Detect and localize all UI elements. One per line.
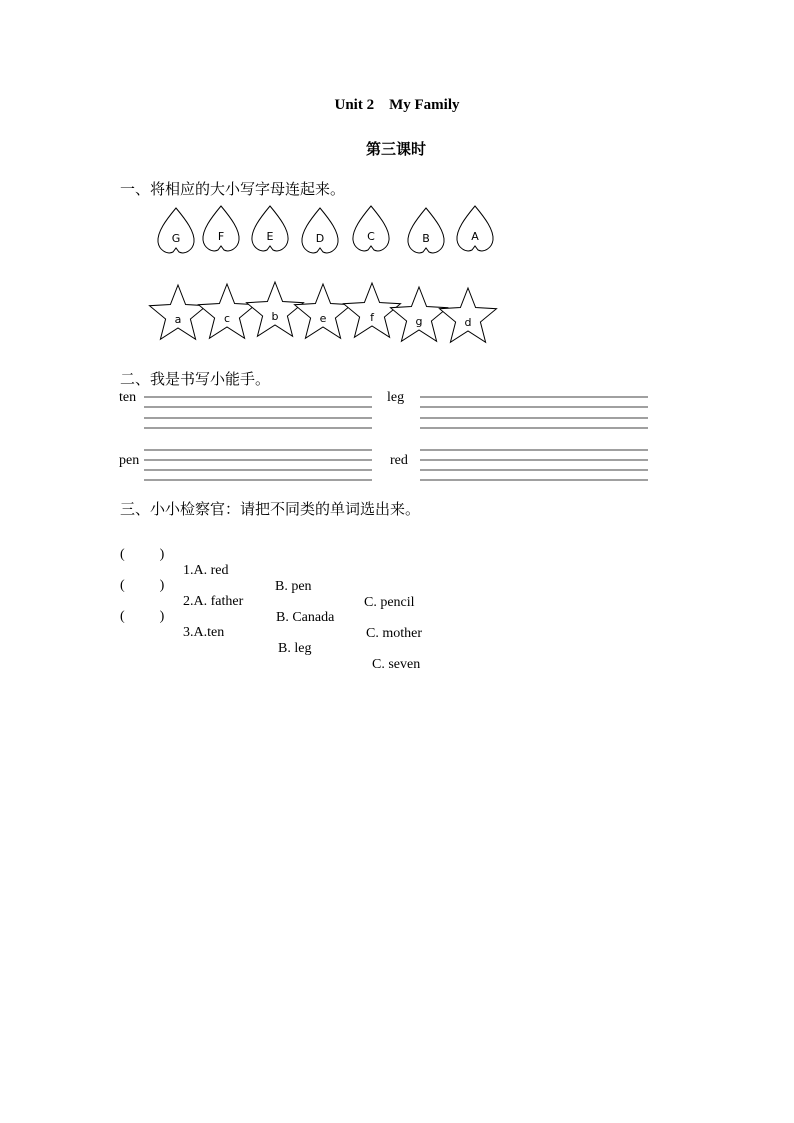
uppercase-letter: G xyxy=(171,232,181,245)
uppercase-letter: C xyxy=(367,230,375,243)
option-c: C. seven xyxy=(372,657,421,672)
option-a: 1.A. red xyxy=(183,563,229,578)
page-title: Unit 2 My Family xyxy=(334,97,460,113)
answer-bracket[interactable]: ( ) xyxy=(120,609,165,624)
lowercase-letter: d xyxy=(464,316,472,329)
handwriting-lines xyxy=(0,0,794,500)
word-ten: ten xyxy=(119,390,137,405)
uppercase-letter: D xyxy=(315,232,325,245)
option-b: B. pen xyxy=(275,579,312,594)
lowercase-letter: g xyxy=(415,315,423,328)
uppercase-letter: E xyxy=(266,230,274,243)
uppercase-letter: B xyxy=(422,232,430,245)
option-b: B. Canada xyxy=(276,610,335,625)
option-a: 2.A. father xyxy=(183,594,244,609)
lowercase-letter: c xyxy=(223,312,231,325)
section2-heading: 二、我是书写小能手。 xyxy=(120,370,271,388)
lowercase-letter: b xyxy=(271,310,279,323)
lowercase-letter: e xyxy=(319,312,327,325)
lowercase-letter: a xyxy=(174,313,182,326)
section1-heading: 一、将相应的大小写字母连起来。 xyxy=(120,180,346,198)
option-c: C. mother xyxy=(366,626,422,641)
answer-bracket[interactable]: ( ) xyxy=(120,547,165,562)
option-b: B. leg xyxy=(278,641,312,656)
lesson-subtitle: 第三课时 xyxy=(366,140,427,158)
option-a: 3.A.ten xyxy=(183,625,225,640)
word-red: red xyxy=(390,453,408,468)
word-pen: pen xyxy=(119,453,140,468)
lowercase-letter: f xyxy=(370,311,374,324)
uppercase-letter: A xyxy=(471,230,479,243)
uppercase-letter: F xyxy=(217,230,225,243)
word-leg: leg xyxy=(387,390,405,405)
section3-heading: 三、小小检察官：请把不同类的单词选出来。 xyxy=(120,500,421,518)
option-c: C. pencil xyxy=(364,595,415,610)
answer-bracket[interactable]: ( ) xyxy=(120,578,165,593)
